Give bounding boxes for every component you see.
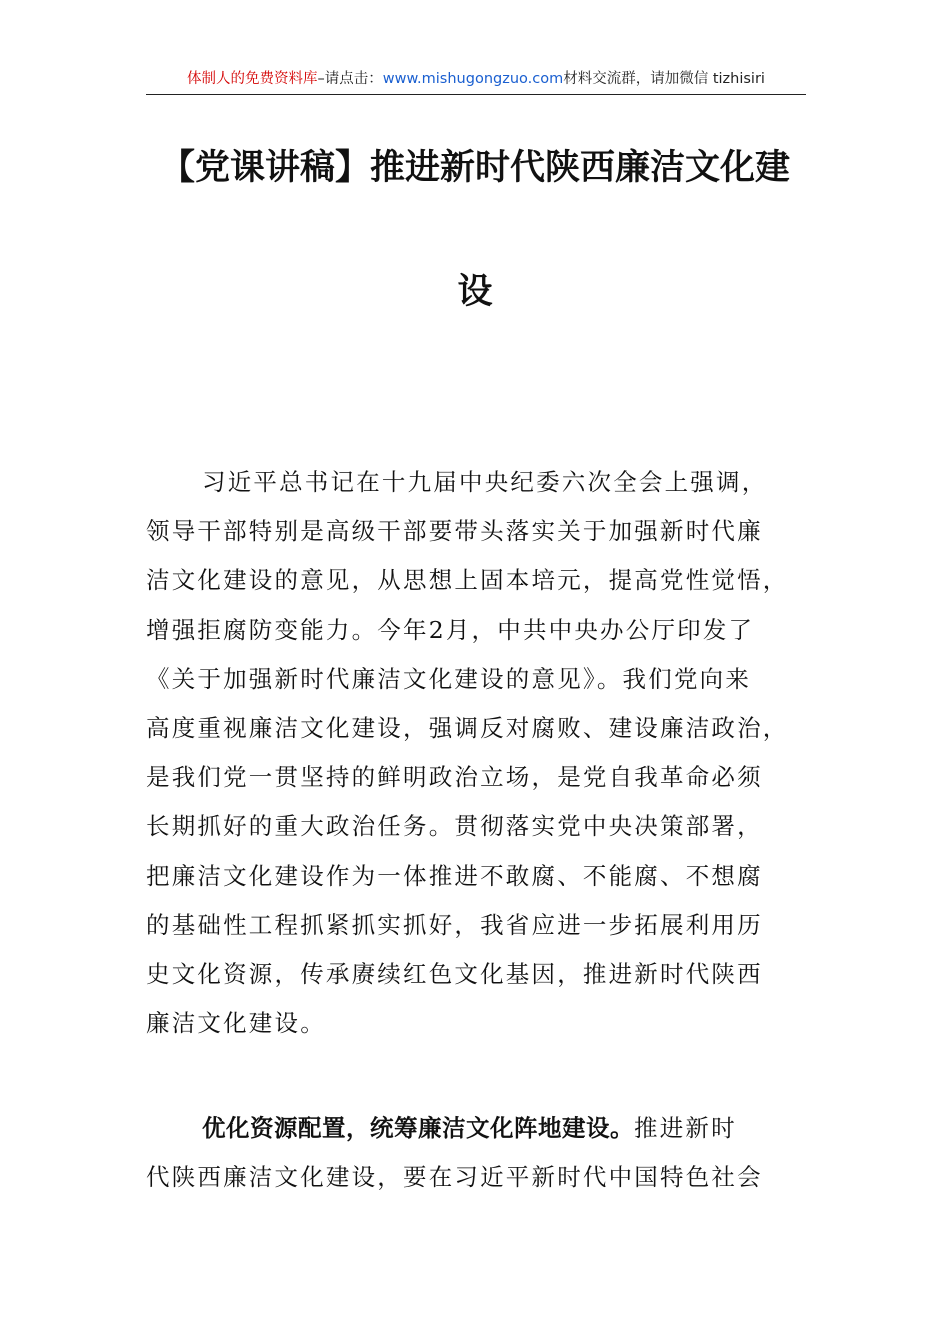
paragraph-1-line: 习近平总书记在十九届中央纪委六次全会上强调， xyxy=(202,468,768,496)
paragraph-1-line: 领导干部特别是高级干部要带头落实关于加强新时代廉 xyxy=(146,517,763,546)
paragraph-1-line: 是我们党一贯坚持的鲜明政治立场，是党自我革命必须 xyxy=(146,763,763,792)
paragraph-1-line: 把廉洁文化建设作为一体推进不敢腐、不能腐、不想腐 xyxy=(146,861,763,890)
paragraph-2-bold-lead: 优化资源配置，统筹廉洁文化阵地建设。 xyxy=(202,1114,634,1142)
paragraph-1-line: 长期抓好的重大政治任务。贯彻落实党中央决策部署， xyxy=(146,812,763,841)
paragraph-2-line: 代陕西廉洁文化建设，要在习近平新时代中国特色社会 xyxy=(146,1163,763,1192)
paragraph-1-line: 高度重视廉洁文化建设，强调反对腐败、建设廉洁政治， xyxy=(146,714,789,743)
header-tail: 材料交流群，请加微信 tizhisiri xyxy=(563,71,765,87)
paragraph-2-line-1-rest: 推进新时 xyxy=(634,1114,737,1142)
paragraph-1-line: 增强拒腐防变能力。今年2月，中共中央办公厅印发了 xyxy=(146,615,755,644)
page-title-line-2: 设 xyxy=(457,272,493,312)
paragraph-1-line: 《关于加强新时代廉洁文化建设的意见》。我们党向来 xyxy=(146,664,752,693)
header-brand: 体制人的免费资料库 xyxy=(187,71,318,87)
paragraph-1-line: 洁文化建设的意见，从思想上固本培元，提高党性觉悟， xyxy=(146,566,789,595)
paragraph-1-line: 史文化资源，传承赓续红色文化基因，推进新时代陕西 xyxy=(146,960,763,989)
paragraph-1-line: 廉洁文化建设。 xyxy=(146,1009,326,1038)
header-separator: –请点击： xyxy=(317,71,383,87)
page-title-line-1: 【党课讲稿】推进新时代陕西廉洁文化建 xyxy=(159,148,790,188)
header-url-link[interactable]: www.mishugongzuo.com xyxy=(382,71,564,87)
paragraph-1-line: 的基础性工程抓紧抓实抓好，我省应进一步拓展利用历 xyxy=(146,910,763,939)
paragraph-1 xyxy=(146,458,810,1048)
document-header xyxy=(146,68,806,95)
paragraph-2 xyxy=(146,1104,810,1202)
paragraph-2-line xyxy=(146,1104,810,1153)
